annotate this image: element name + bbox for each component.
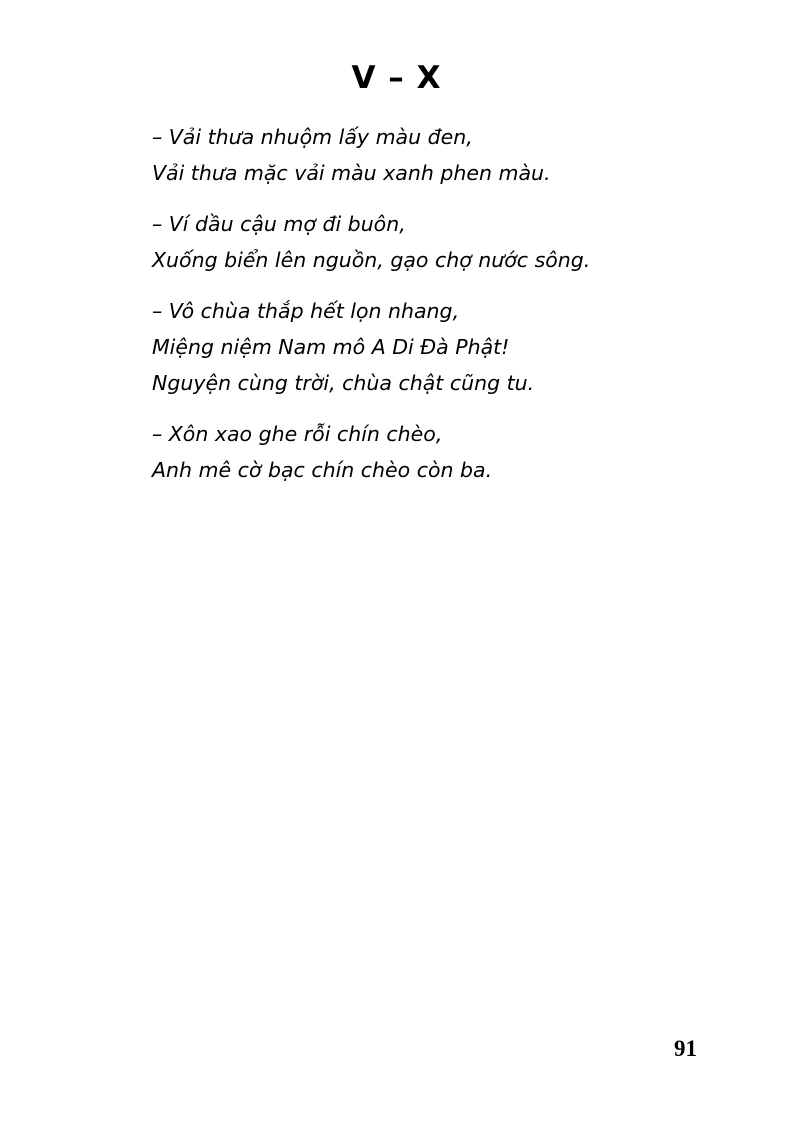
poem-line: Miệng niệm Nam mô A Di Đà Phật! (152, 335, 510, 359)
poem-line: Vải thưa mặc vải màu xanh phen màu. (152, 161, 551, 185)
stanza-2 (152, 206, 752, 278)
poem-line: Anh mê cờ bạc chín chèo còn ba. (152, 458, 493, 482)
poem-line: – Vô chùa thắp hết lọn nhang, (152, 299, 460, 323)
poem-line: – Xôn xao ghe rỗi chín chèo, (152, 422, 443, 446)
page-number: 91 (674, 1036, 697, 1061)
poem-line: Nguyện cùng trời, chùa chật cũng tu. (152, 371, 535, 395)
poem-line: – Ví dầu cậu mợ đi buôn, (152, 212, 406, 236)
stanza-1 (152, 119, 752, 191)
poem (152, 119, 752, 503)
page-title: V – X (351, 60, 442, 96)
stanza-3 (152, 293, 752, 401)
poem-line: Xuống biển lên nguồn, gạo chợ nước sông. (152, 248, 591, 272)
stanza-4 (152, 416, 752, 488)
poem-line: – Vải thưa nhuộm lấy màu đen, (152, 125, 473, 149)
